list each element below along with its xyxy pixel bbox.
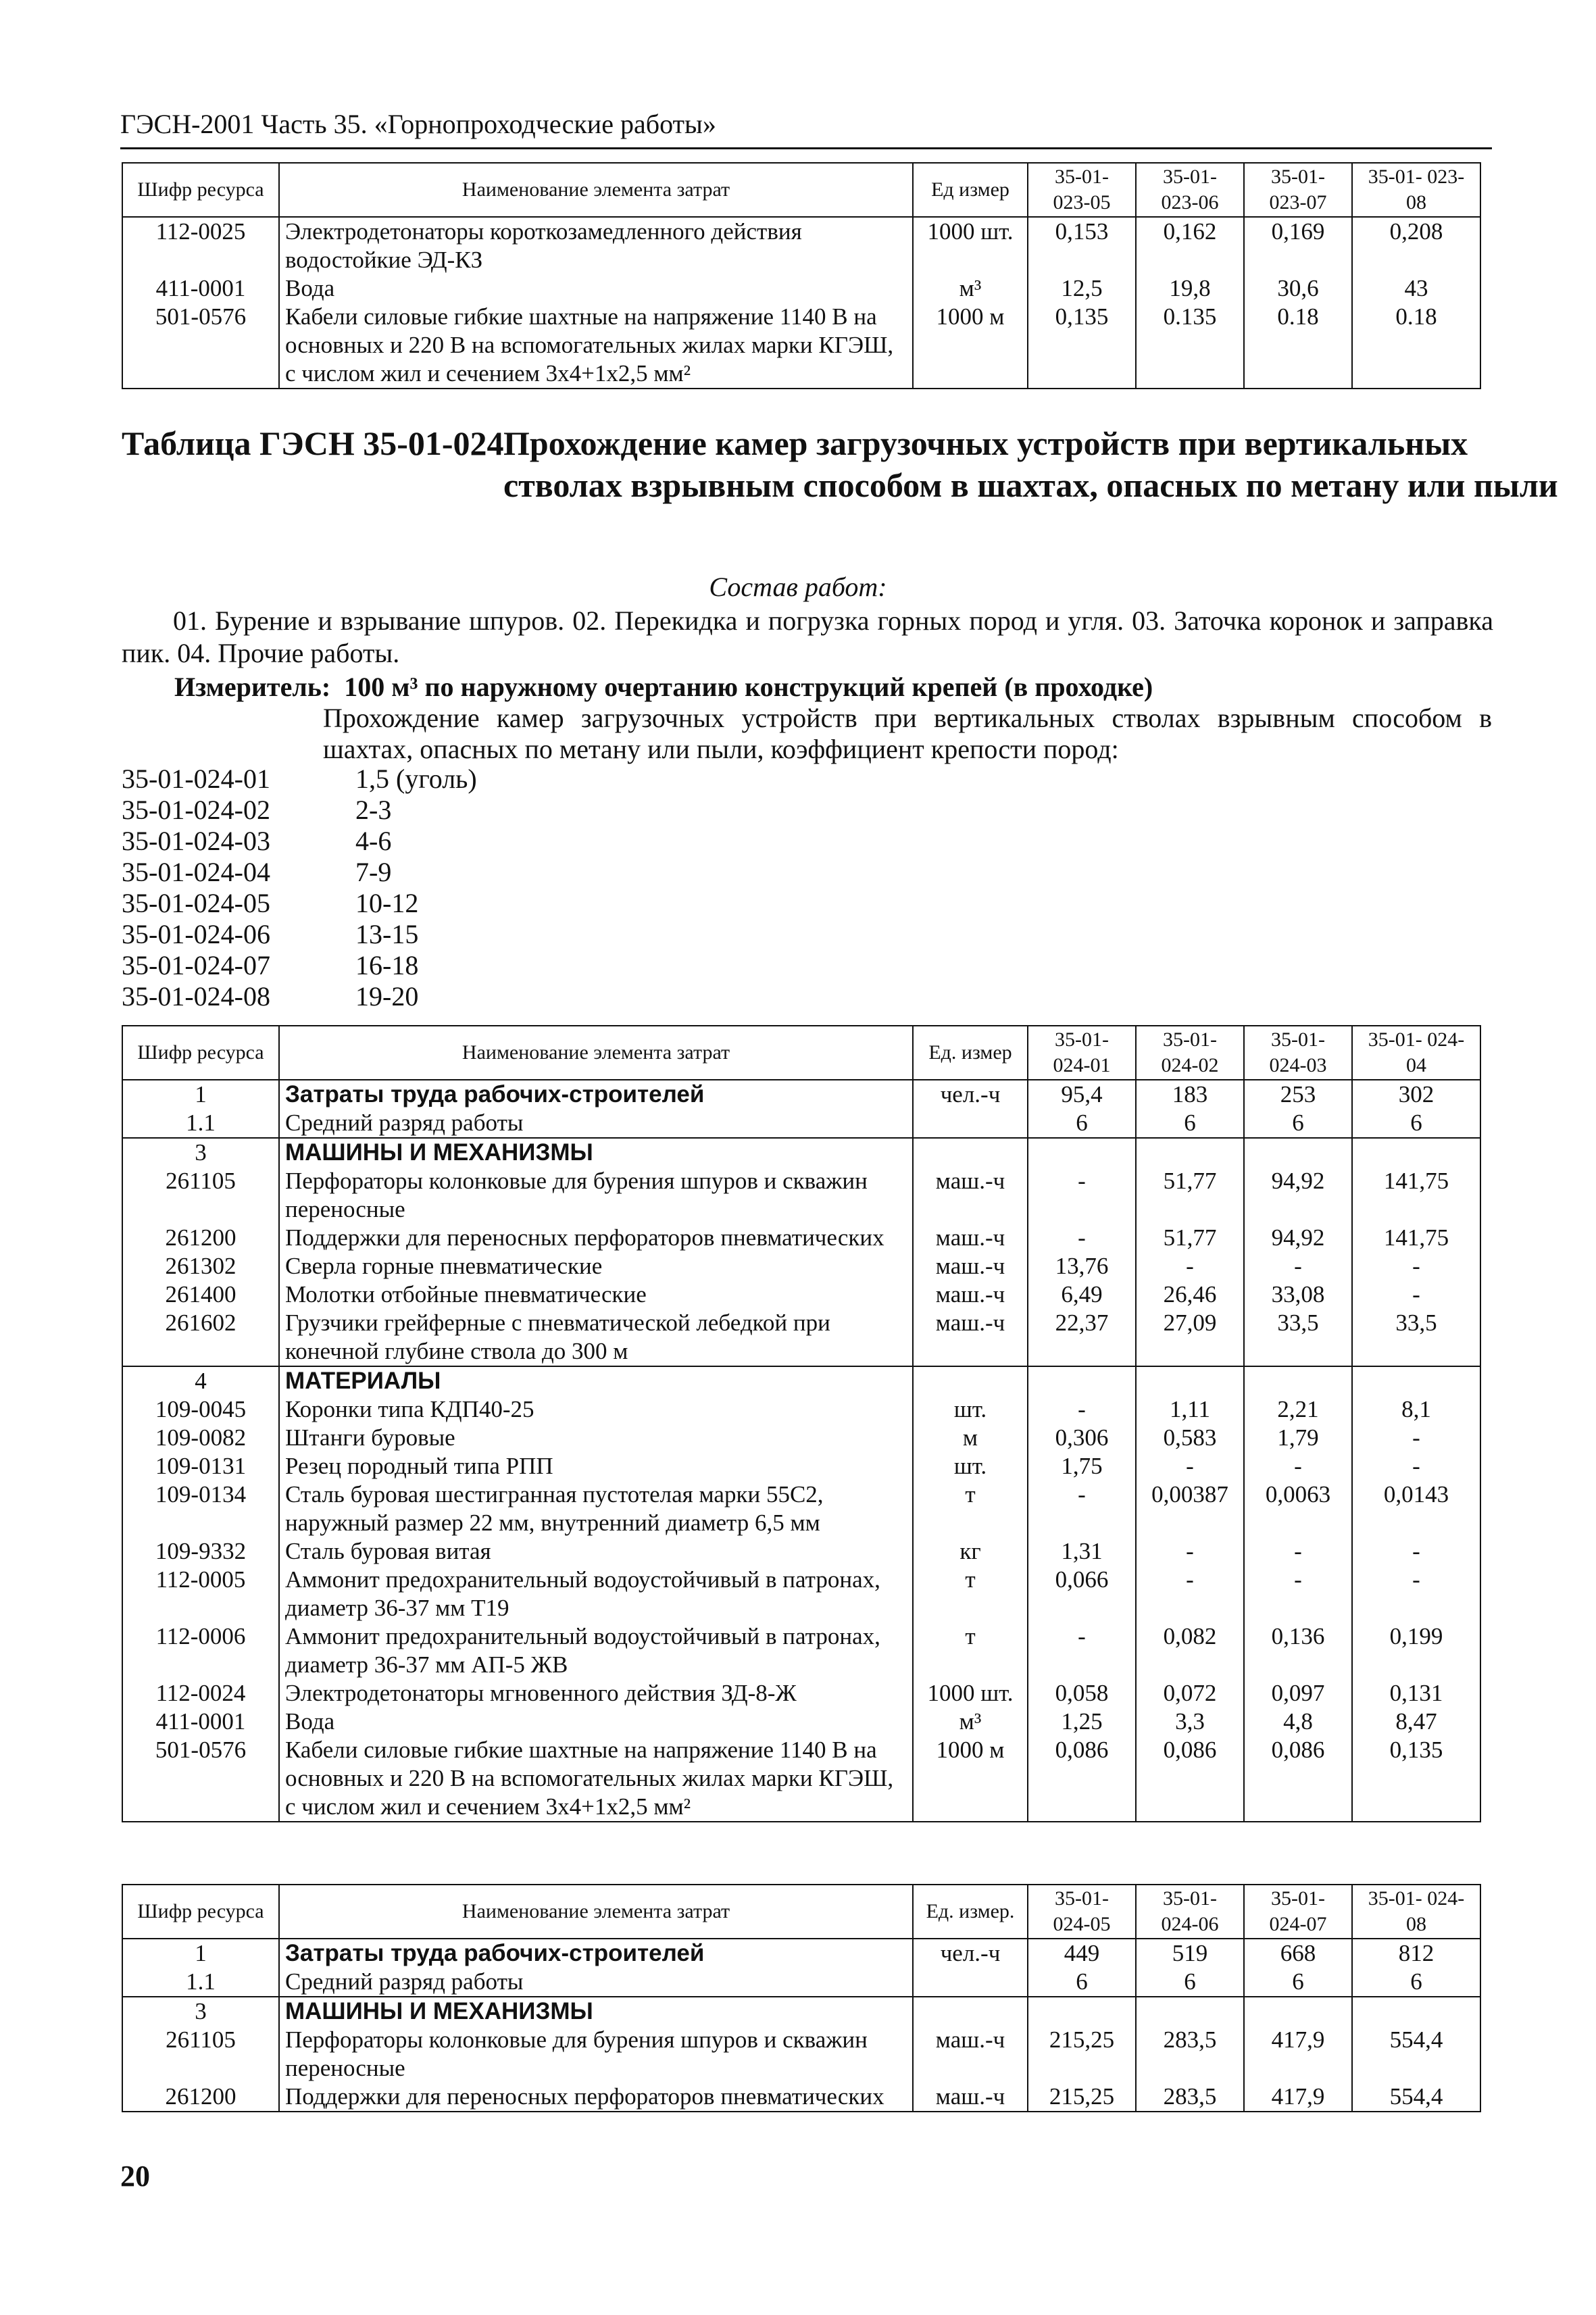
norm-value: 302 bbox=[1352, 1080, 1480, 1109]
resource-code: 3 bbox=[122, 1997, 279, 2026]
variant-code: 35-01-024-08 bbox=[122, 981, 270, 1012]
norm-value: 6 bbox=[1028, 1109, 1136, 1138]
unit-cell bbox=[913, 1109, 1028, 1138]
variant-value: 16-18 bbox=[355, 950, 419, 980]
composition-heading: Состав работ: bbox=[709, 572, 887, 602]
resource-code: 109-0045 bbox=[122, 1395, 279, 1424]
unit-cell: 1000 шт. bbox=[913, 1679, 1028, 1708]
table-row bbox=[122, 1679, 1480, 1708]
unit-cell: т bbox=[913, 1622, 1028, 1679]
norm-value: - bbox=[1244, 1452, 1352, 1480]
resource-name: Кабели силовые гибкие шахтные на напряжение 1140 В на основных и 220 В на вспомогательных жилах марки КГЭШ, с числом жил и сечением 3х4+1х2,5 мм² bbox=[279, 1736, 913, 1822]
norm-value: 215,25 bbox=[1028, 2026, 1136, 2083]
resource-name: Резец породный типа РПП bbox=[279, 1452, 913, 1480]
norm-value: 6 bbox=[1244, 1968, 1352, 1997]
table-row bbox=[122, 2026, 1480, 2083]
resource-code: 112-0024 bbox=[122, 1679, 279, 1708]
col-header-norm: 35-01- 024-06 bbox=[1136, 1885, 1244, 1939]
table-row bbox=[122, 2083, 1480, 2112]
norm-value: 6 bbox=[1244, 1109, 1352, 1138]
norm-value bbox=[1136, 1138, 1244, 1167]
table-row bbox=[122, 1424, 1480, 1452]
norm-value: 1,25 bbox=[1028, 1708, 1136, 1736]
resource-table-024-b bbox=[122, 1884, 1481, 2112]
resource-name: Аммонит предохранительный водоустойчивый в патронах, диаметр 36-37 мм Т19 bbox=[279, 1566, 913, 1622]
norm-value: - bbox=[1244, 1566, 1352, 1622]
resource-table-024-a bbox=[122, 1025, 1481, 1822]
norm-value: 0,169 bbox=[1244, 217, 1352, 274]
norm-value: - bbox=[1352, 1566, 1480, 1622]
unit-cell: маш.-ч bbox=[913, 1224, 1028, 1252]
table-title-number: Таблица ГЭСН 35-01-024 bbox=[122, 424, 504, 462]
resource-name: Вода bbox=[279, 1708, 913, 1736]
norm-value: 0,0063 bbox=[1244, 1480, 1352, 1537]
norm-value: 0,086 bbox=[1244, 1736, 1352, 1822]
col-header-unit: Ед измер bbox=[913, 163, 1028, 217]
norm-value: 26,46 bbox=[1136, 1280, 1244, 1309]
resource-name: Сверла горные пневматические bbox=[279, 1252, 913, 1280]
norm-value: 253 bbox=[1244, 1080, 1352, 1109]
norm-value: 283,5 bbox=[1136, 2026, 1244, 2083]
resource-code: 109-9332 bbox=[122, 1537, 279, 1566]
resource-code: 501-0576 bbox=[122, 1736, 279, 1822]
norm-value: - bbox=[1352, 1424, 1480, 1452]
unit-cell: т bbox=[913, 1566, 1028, 1622]
norm-value: 4,8 bbox=[1244, 1708, 1352, 1736]
resource-name: Электродетонаторы мгновенного действия ЗД-8-Ж bbox=[279, 1679, 913, 1708]
resource-code: 261200 bbox=[122, 1224, 279, 1252]
col-header-norm: 35-01- 024-04 bbox=[1352, 1026, 1480, 1080]
table-title-text: Прохождение камер загрузочных устройств при вертикальных стволах взрывным способом в шахтах, опасных по метану или пыли bbox=[503, 424, 1558, 504]
resource-code: 112-0025 bbox=[122, 217, 279, 274]
col-header-code: Шифр ресурса bbox=[122, 163, 279, 217]
norm-value: 95,4 bbox=[1028, 1080, 1136, 1109]
unit-cell bbox=[913, 1366, 1028, 1395]
norm-value: 668 bbox=[1244, 1939, 1352, 1968]
unit-cell: маш.-ч bbox=[913, 1280, 1028, 1309]
norm-value: 0,086 bbox=[1028, 1736, 1136, 1822]
norm-value: 27,09 bbox=[1136, 1309, 1244, 1366]
col-header-name: Наименование элемента затрат bbox=[279, 1885, 913, 1939]
norm-value: 417,9 bbox=[1244, 2083, 1352, 2112]
resource-code: 112-0005 bbox=[122, 1566, 279, 1622]
resource-code: 109-0134 bbox=[122, 1480, 279, 1537]
resource-name: Поддержки для переносных перфораторов пневматических bbox=[279, 1224, 913, 1252]
norm-value: 519 bbox=[1136, 1939, 1244, 1968]
unit-cell: 1000 м bbox=[913, 1736, 1028, 1822]
variant-code: 35-01-024-07 bbox=[122, 950, 270, 980]
col-header-code: Шифр ресурса bbox=[122, 1026, 279, 1080]
norm-value: 0,136 bbox=[1244, 1622, 1352, 1679]
variant-value: 13-15 bbox=[355, 919, 419, 949]
variant-value: 19-20 bbox=[355, 981, 419, 1012]
resource-code: 261200 bbox=[122, 2083, 279, 2112]
resource-name: Коронки типа КДП40-25 bbox=[279, 1395, 913, 1424]
composition-text: 01. Бурение и взрывание шпуров. 02. Перекидка и погрузка горных пород и угля. 03. Заточка коронок и заправка пик. 04. Прочие работы. bbox=[122, 605, 1493, 668]
norm-value: 8,1 bbox=[1352, 1395, 1480, 1424]
norm-value: 94,92 bbox=[1244, 1167, 1352, 1224]
unit-cell: маш.-ч bbox=[913, 2083, 1028, 2112]
col-header-norm: 35-01- 023-07 bbox=[1244, 163, 1352, 217]
norm-value: - bbox=[1028, 1622, 1136, 1679]
table-row bbox=[122, 1109, 1480, 1138]
norm-value: 812 bbox=[1352, 1939, 1480, 1968]
norm-value: - bbox=[1352, 1452, 1480, 1480]
table-row bbox=[122, 274, 1480, 303]
table-row bbox=[122, 1224, 1480, 1252]
header-rule bbox=[120, 147, 1492, 149]
col-header-norm: 35-01- 024-05 bbox=[1028, 1885, 1136, 1939]
norm-value bbox=[1244, 1366, 1352, 1395]
variant-code: 35-01-024-05 bbox=[122, 888, 270, 918]
table-row bbox=[122, 217, 1480, 274]
unit-cell bbox=[913, 1997, 1028, 2026]
norm-value: 0,0143 bbox=[1352, 1480, 1480, 1537]
norm-value: 0,086 bbox=[1136, 1736, 1244, 1822]
running-header: ГЭСН-2001 Часть 35. «Горнопроходческие работы» bbox=[120, 109, 716, 139]
resource-code: 261400 bbox=[122, 1280, 279, 1309]
table-row bbox=[122, 303, 1480, 389]
norm-value: 183 bbox=[1136, 1080, 1244, 1109]
table-row bbox=[122, 1452, 1480, 1480]
meter-text: 100 м³ по наружному очертанию конструкций крепей (в проходке) bbox=[344, 672, 1153, 702]
norm-value: 0,131 bbox=[1352, 1679, 1480, 1708]
norm-value: - bbox=[1136, 1252, 1244, 1280]
unit-cell: маш.-ч bbox=[913, 1167, 1028, 1224]
unit-cell: 1000 шт. bbox=[913, 217, 1028, 274]
norm-value: 12,5 bbox=[1028, 274, 1136, 303]
resource-code: 112-0006 bbox=[122, 1622, 279, 1679]
table-row bbox=[122, 1622, 1480, 1679]
variant-code: 35-01-024-01 bbox=[122, 764, 270, 794]
resource-code: 4 bbox=[122, 1366, 279, 1395]
unit-cell: чел.-ч bbox=[913, 1939, 1028, 1968]
resource-name: Поддержки для переносных перфораторов пневматических bbox=[279, 2083, 913, 2112]
resource-code: 261302 bbox=[122, 1252, 279, 1280]
norm-value: 283,5 bbox=[1136, 2083, 1244, 2112]
table-row bbox=[122, 1280, 1480, 1309]
norm-value: 51,77 bbox=[1136, 1167, 1244, 1224]
norm-value: 43 bbox=[1352, 274, 1480, 303]
resource-name: Перфораторы колонковые для бурения шпуров и скважин переносные bbox=[279, 2026, 913, 2083]
unit-cell: чел.-ч bbox=[913, 1080, 1028, 1109]
page-number: 20 bbox=[120, 2160, 150, 2193]
norm-value: - bbox=[1028, 1395, 1136, 1424]
norm-value bbox=[1136, 1997, 1244, 2026]
norm-value bbox=[1028, 1366, 1136, 1395]
resource-code: 501-0576 bbox=[122, 303, 279, 389]
resource-name: МАШИНЫ И МЕХАНИЗМЫ bbox=[279, 1997, 913, 2026]
variant-value: 10-12 bbox=[355, 888, 419, 918]
norm-value: 94,92 bbox=[1244, 1224, 1352, 1252]
norm-value bbox=[1028, 1997, 1136, 2026]
norm-value: 33,08 bbox=[1244, 1280, 1352, 1309]
norm-value: 6 bbox=[1352, 1109, 1480, 1138]
norm-value: 0,153 bbox=[1028, 217, 1136, 274]
unit-cell: маш.-ч bbox=[913, 1309, 1028, 1366]
meter-line bbox=[174, 671, 1153, 703]
norm-value: 0.18 bbox=[1244, 303, 1352, 389]
norm-value: - bbox=[1136, 1537, 1244, 1566]
table-body bbox=[122, 217, 1480, 389]
norm-value: 1,79 bbox=[1244, 1424, 1352, 1452]
resource-name: Сталь буровая шестигранная пустотелая марки 55С2, наружный размер 22 мм, внутренний диаметр 6,5 мм bbox=[279, 1480, 913, 1537]
norm-value: 6 bbox=[1136, 1109, 1244, 1138]
resource-code: 1.1 bbox=[122, 1109, 279, 1138]
col-header-name: Наименование элемента затрат bbox=[279, 163, 913, 217]
table-row bbox=[122, 1167, 1480, 1224]
unit-cell: маш.-ч bbox=[913, 2026, 1028, 2083]
table-row bbox=[122, 1480, 1480, 1537]
col-header-unit: Ед. измер bbox=[913, 1026, 1028, 1080]
norm-value: 30,6 bbox=[1244, 274, 1352, 303]
col-header-norm: 35-01- 024-03 bbox=[1244, 1026, 1352, 1080]
col-header-norm: 35-01- 023-08 bbox=[1352, 163, 1480, 217]
variant-code: 35-01-024-06 bbox=[122, 919, 270, 949]
norm-value: 0.18 bbox=[1352, 303, 1480, 389]
unit-cell: маш.-ч bbox=[913, 1252, 1028, 1280]
variant-code: 35-01-024-04 bbox=[122, 857, 270, 887]
variant-code: 35-01-024-02 bbox=[122, 795, 270, 825]
resource-code: 109-0131 bbox=[122, 1452, 279, 1480]
norm-value: 0.135 bbox=[1136, 303, 1244, 389]
col-header-norm: 35-01- 024-01 bbox=[1028, 1026, 1136, 1080]
resource-code: 261105 bbox=[122, 1167, 279, 1224]
col-header-code: Шифр ресурса bbox=[122, 1885, 279, 1939]
unit-cell bbox=[913, 1138, 1028, 1167]
table-row bbox=[122, 1138, 1480, 1167]
norm-value: - bbox=[1028, 1167, 1136, 1224]
norm-value: 6 bbox=[1352, 1968, 1480, 1997]
resource-name: Грузчики грейферные с пневматической лебедкой при конечной глубине ствола до 300 м bbox=[279, 1309, 913, 1366]
col-header-norm: 35-01- 024-08 bbox=[1352, 1885, 1480, 1939]
col-header-norm: 35-01- 023-05 bbox=[1028, 163, 1136, 217]
variant-value: 2-3 bbox=[355, 795, 392, 825]
unit-cell: шт. bbox=[913, 1395, 1028, 1424]
norm-value bbox=[1244, 1138, 1352, 1167]
unit-cell: м³ bbox=[913, 274, 1028, 303]
resource-name: Перфораторы колонковые для бурения шпуров и скважин переносные bbox=[279, 1167, 913, 1224]
table-row bbox=[122, 1252, 1480, 1280]
norm-value: 1,11 bbox=[1136, 1395, 1244, 1424]
norm-value: 3,3 bbox=[1136, 1708, 1244, 1736]
norm-value: 6 bbox=[1136, 1968, 1244, 1997]
norm-value: 0,00387 bbox=[1136, 1480, 1244, 1537]
norm-value: 141,75 bbox=[1352, 1224, 1480, 1252]
norm-description: Прохождение камер загрузочных устройств при вертикальных стволах взрывным способом в шахтах, опасных по метану или пыли, коэффициент крепости пород: bbox=[323, 703, 1492, 764]
norm-value: 0,058 bbox=[1028, 1679, 1136, 1708]
resource-code: 411-0001 bbox=[122, 274, 279, 303]
col-header-name: Наименование элемента затрат bbox=[279, 1026, 913, 1080]
resource-code: 1 bbox=[122, 1939, 279, 1968]
resource-table-023 bbox=[122, 162, 1481, 389]
norm-value: 0,097 bbox=[1244, 1679, 1352, 1708]
norm-value bbox=[1352, 1138, 1480, 1167]
norm-value: 0,306 bbox=[1028, 1424, 1136, 1452]
table-row bbox=[122, 1566, 1480, 1622]
resource-code: 109-0082 bbox=[122, 1424, 279, 1452]
norm-value: 2,21 bbox=[1244, 1395, 1352, 1424]
norm-value: - bbox=[1136, 1452, 1244, 1480]
norm-value: 0,066 bbox=[1028, 1566, 1136, 1622]
norm-value: - bbox=[1028, 1480, 1136, 1537]
norm-value: 0,082 bbox=[1136, 1622, 1244, 1679]
unit-cell: т bbox=[913, 1480, 1028, 1537]
norm-value: - bbox=[1352, 1537, 1480, 1566]
col-header-norm: 35-01- 024-02 bbox=[1136, 1026, 1244, 1080]
norm-value: 6,49 bbox=[1028, 1280, 1136, 1309]
resource-name: Сталь буровая витая bbox=[279, 1537, 913, 1566]
unit-cell: 1000 м bbox=[913, 303, 1028, 389]
resource-name: Кабели силовые гибкие шахтные на напряжение 1140 В на основных и 220 В на вспомогательных жилах марки КГЭШ, с числом жил и сечением 3х4+1х2,5 мм² bbox=[279, 303, 913, 389]
resource-name: Штанги буровые bbox=[279, 1424, 913, 1452]
norm-value: 0,135 bbox=[1028, 303, 1136, 389]
norm-value: - bbox=[1352, 1252, 1480, 1280]
norm-value: 51,77 bbox=[1136, 1224, 1244, 1252]
table-row bbox=[122, 1366, 1480, 1395]
resource-name: Затраты труда рабочих-строителей bbox=[279, 1080, 913, 1109]
resource-code: 411-0001 bbox=[122, 1708, 279, 1736]
resource-name: Молотки отбойные пневматические bbox=[279, 1280, 913, 1309]
norm-value: 0,072 bbox=[1136, 1679, 1244, 1708]
unit-cell: м bbox=[913, 1424, 1028, 1452]
unit-cell: м³ bbox=[913, 1708, 1028, 1736]
norm-value: - bbox=[1244, 1252, 1352, 1280]
resource-name: МАШИНЫ И МЕХАНИЗМЫ bbox=[279, 1138, 913, 1167]
table-row bbox=[122, 1309, 1480, 1366]
table-body bbox=[122, 1080, 1480, 1822]
table-row bbox=[122, 1708, 1480, 1736]
resource-code: 1.1 bbox=[122, 1968, 279, 1997]
resource-name: Аммонит предохранительный водоустойчивый в патронах, диаметр 36-37 мм АП-5 ЖВ bbox=[279, 1622, 913, 1679]
norm-value: - bbox=[1244, 1537, 1352, 1566]
resource-name: Вода bbox=[279, 274, 913, 303]
meter-label: Измеритель: bbox=[174, 672, 331, 702]
norm-value: 0,162 bbox=[1136, 217, 1244, 274]
table-row bbox=[122, 1537, 1480, 1566]
norm-value bbox=[1136, 1366, 1244, 1395]
norm-value: 0,199 bbox=[1352, 1622, 1480, 1679]
resource-code: 3 bbox=[122, 1138, 279, 1167]
norm-value: 215,25 bbox=[1028, 2083, 1136, 2112]
norm-value: 6 bbox=[1028, 1968, 1136, 1997]
norm-value: 1,31 bbox=[1028, 1537, 1136, 1566]
table-row bbox=[122, 1939, 1480, 1968]
norm-value: 141,75 bbox=[1352, 1167, 1480, 1224]
norm-value bbox=[1244, 1997, 1352, 2026]
unit-cell bbox=[913, 1968, 1028, 1997]
variant-code: 35-01-024-03 bbox=[122, 826, 270, 856]
norm-value: - bbox=[1136, 1566, 1244, 1622]
resource-name: МАТЕРИАЛЫ bbox=[279, 1366, 913, 1395]
table-row bbox=[122, 1080, 1480, 1109]
norm-value: 554,4 bbox=[1352, 2083, 1480, 2112]
unit-cell: шт. bbox=[913, 1452, 1028, 1480]
unit-cell: кг bbox=[913, 1537, 1028, 1566]
norm-value: 13,76 bbox=[1028, 1252, 1136, 1280]
table-row bbox=[122, 1997, 1480, 2026]
resource-name: Электродетонаторы короткозамедленного действия водостойкие ЭД-КЗ bbox=[279, 217, 913, 274]
norm-value: - bbox=[1028, 1224, 1136, 1252]
resource-code: 261602 bbox=[122, 1309, 279, 1366]
norm-value: 449 bbox=[1028, 1939, 1136, 1968]
table-row bbox=[122, 1968, 1480, 1997]
resource-code: 1 bbox=[122, 1080, 279, 1109]
variant-value: 7-9 bbox=[355, 857, 392, 887]
table-row bbox=[122, 1736, 1480, 1822]
norm-value: 554,4 bbox=[1352, 2026, 1480, 2083]
norm-value bbox=[1028, 1138, 1136, 1167]
resource-name: Средний разряд работы bbox=[279, 1109, 913, 1138]
norm-value: 417,9 bbox=[1244, 2026, 1352, 2083]
variant-value: 1,5 (уголь) bbox=[355, 764, 477, 794]
norm-value: 1,75 bbox=[1028, 1452, 1136, 1480]
norm-value: 33,5 bbox=[1244, 1309, 1352, 1366]
norm-value: 33,5 bbox=[1352, 1309, 1480, 1366]
col-header-norm: 35-01- 023-06 bbox=[1136, 163, 1244, 217]
col-header-unit: Ед. измер. bbox=[913, 1885, 1028, 1939]
norm-value: 22,37 bbox=[1028, 1309, 1136, 1366]
norm-value bbox=[1352, 1997, 1480, 2026]
resource-name: Средний разряд работы bbox=[279, 1968, 913, 1997]
resource-name: Затраты труда рабочих-строителей bbox=[279, 1939, 913, 1968]
table-body bbox=[122, 1939, 1480, 2112]
resource-code: 261105 bbox=[122, 2026, 279, 2083]
norm-value: 0,208 bbox=[1352, 217, 1480, 274]
norm-value: 8,47 bbox=[1352, 1708, 1480, 1736]
norm-value: 0,135 bbox=[1352, 1736, 1480, 1822]
norm-value: - bbox=[1352, 1280, 1480, 1309]
variant-value: 4-6 bbox=[355, 826, 392, 856]
col-header-norm: 35-01- 024-07 bbox=[1244, 1885, 1352, 1939]
norm-value bbox=[1352, 1366, 1480, 1395]
norm-value: 0,583 bbox=[1136, 1424, 1244, 1452]
norm-value: 19,8 bbox=[1136, 274, 1244, 303]
table-row bbox=[122, 1395, 1480, 1424]
